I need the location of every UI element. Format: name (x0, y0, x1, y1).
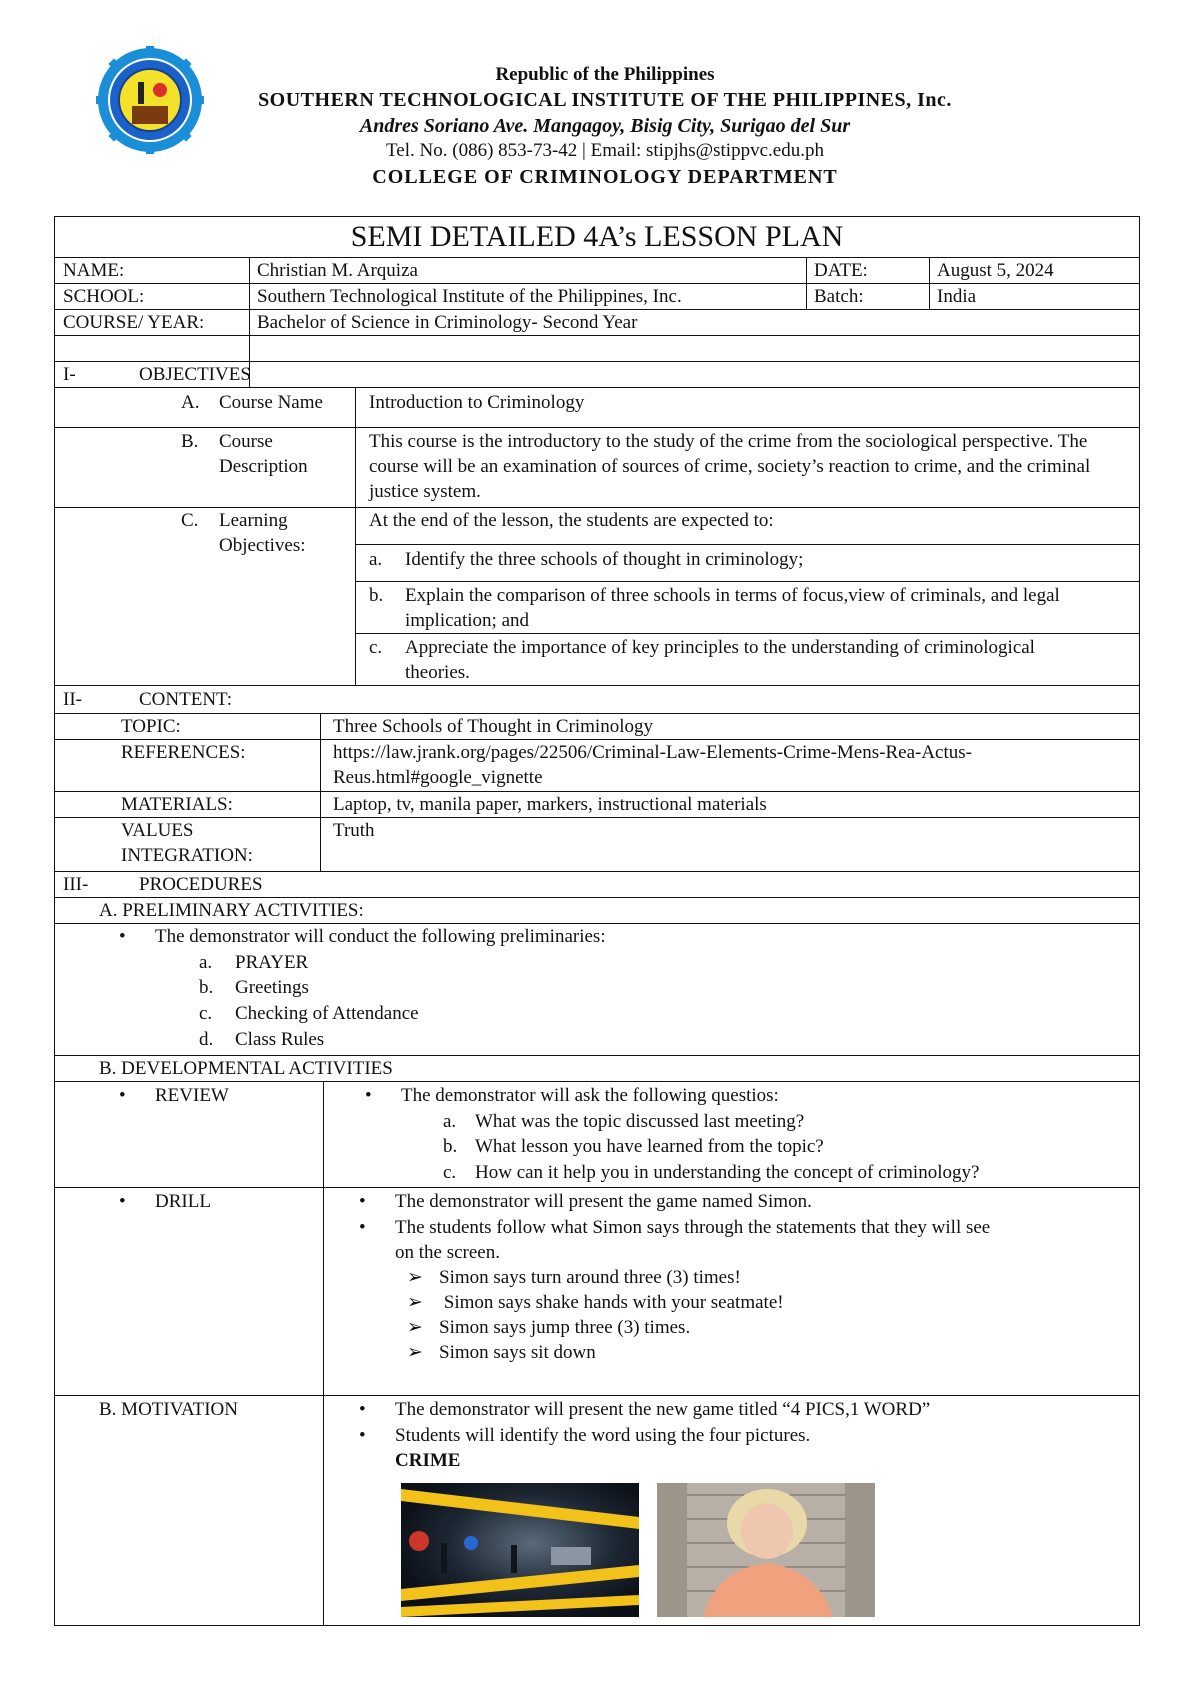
topic-value: Three Schools of Thought in Criminology (333, 716, 653, 737)
course-name-label: Course Name (219, 392, 323, 413)
bullet-icon (119, 1083, 126, 1108)
review-item: What lesson you have learned from the topic? (475, 1136, 824, 1157)
section-number-content: II- (63, 689, 82, 710)
learning-objectives-label-1: Learning (219, 510, 288, 531)
reference-link-continued[interactable]: Reus.html#google_vignette (333, 767, 543, 788)
motivation-step: The demonstrator will present the new game titled “4 PICS,1 WORD” (395, 1399, 931, 1420)
developmental-activities-heading: B. DEVELOPMENTAL ACTIVITIES (99, 1058, 393, 1079)
crime-scene-photo (401, 1483, 639, 1617)
bullet-icon (119, 1189, 126, 1214)
arrow-bullet-icon (407, 1265, 423, 1290)
bullet-icon (359, 1215, 366, 1240)
objective-item: Explain the comparison of three schools in terms of focus,view of criminals, and legal implication; and (405, 585, 1060, 631)
drill-step: The students follow what Simon says through the statements that they will see (395, 1217, 991, 1238)
simon-says-item: Simon says shake hands with your seatmate! (439, 1292, 784, 1313)
values-integration-label-2: INTEGRATION: (121, 845, 253, 866)
preliminary-intro: The demonstrator will conduct the following preliminaries: (155, 926, 606, 947)
course-name-value: Introduction to Criminology (369, 392, 585, 413)
mugshot-photo (657, 1483, 875, 1617)
department-name: COLLEGE OF CRIMINOLOGY DEPARTMENT (372, 166, 838, 188)
learning-objectives-label-2: Objectives: (219, 535, 306, 556)
preliminary-item: PRAYER (235, 952, 309, 973)
objective-b-letter: B. (181, 431, 199, 452)
objective-item: Identify the three schools of thought in criminology; (405, 549, 804, 570)
simon-says-item: Simon says sit down (439, 1342, 596, 1363)
preliminary-item-letter: d. (199, 1029, 214, 1050)
school-address: Andres Soriano Ave. Mangagoy, Bisig City, Surigao del Sur (359, 115, 851, 137)
section-number-procedures: III- (63, 874, 89, 895)
preliminary-item-letter: a. (199, 952, 213, 973)
review-item-letter: b. (443, 1136, 458, 1157)
objective-a-letter: A. (181, 392, 200, 413)
drill-label: DRILL (155, 1191, 211, 1212)
review-item-letter: c. (443, 1162, 457, 1183)
simon-says-item: Simon says jump three (3) times. (439, 1317, 691, 1338)
objective-item: Appreciate the importance of key principles to the understanding of criminological theories. (405, 637, 1035, 683)
values-integration-value: Truth (333, 820, 375, 841)
motivation-label: B. MOTIVATION (99, 1399, 238, 1420)
materials-value: Laptop, tv, manila paper, markers, instructional materials (333, 794, 767, 815)
review-item-letter: a. (443, 1111, 457, 1132)
school-name: SOUTHERN TECHNOLOGICAL INSTITUTE OF THE PHILIPPINES, Inc. (258, 89, 952, 111)
drill-step-continued: on the screen. (395, 1242, 500, 1263)
preliminary-item: Checking of Attendance (235, 1003, 419, 1024)
review-item: How can it help you in understanding the concept of criminology? (475, 1162, 980, 1183)
topic-label: TOPIC: (121, 716, 181, 737)
date-value: August 5, 2024 (937, 260, 1054, 281)
content-heading: CONTENT: (139, 689, 232, 710)
school-label: SCHOOL: (63, 286, 145, 307)
review-label: REVIEW (155, 1085, 229, 1106)
review-item: What was the topic discussed last meeting? (475, 1111, 805, 1132)
objective-item-letter: a. (369, 549, 383, 570)
republic-line: Republic of the Philippines (495, 64, 715, 85)
motivation-step: Students will identify the word using the four pictures. (395, 1425, 811, 1446)
school-contact: Tel. No. (086) 853-73-42 | Email: stipjhs@stippvc.edu.ph (386, 140, 824, 161)
objective-item-letter: b. (369, 585, 384, 606)
arrow-bullet-icon (407, 1315, 423, 1340)
batch-value: India (937, 286, 977, 307)
procedures-heading: PROCEDURES (139, 874, 263, 895)
section-number-objectives: I- (63, 364, 76, 385)
course-description-label-1: Course (219, 431, 273, 452)
lesson-plan-title: SEMI DETAILED 4A’s LESSON PLAN (350, 220, 844, 253)
preliminary-item-letter: c. (199, 1003, 213, 1024)
drill-step: The demonstrator will present the game named Simon. (395, 1191, 812, 1212)
preliminary-item-letter: b. (199, 977, 214, 998)
preliminary-item: Greetings (235, 977, 309, 998)
bullet-icon (119, 924, 126, 949)
course-description-value: This course is the introductory to the study of the crime from the sociological perspective. The course will be an examination of sources of crime, society’s reaction to crime, and the criminal justice system. (369, 431, 1091, 502)
simon-says-item: Simon says turn around three (3) times! (439, 1267, 741, 1288)
course-label: COURSE/ YEAR: (63, 312, 205, 333)
arrow-bullet-icon (407, 1340, 423, 1365)
preliminary-item: Class Rules (235, 1029, 325, 1050)
name-label: NAME: (63, 260, 125, 281)
objective-c-letter: C. (181, 510, 199, 531)
lesson-plan-table (54, 216, 1140, 1626)
learning-objectives-intro: At the end of the lesson, the students are expected to: (369, 510, 774, 531)
objective-item-letter: c. (369, 637, 383, 658)
bullet-icon (365, 1083, 372, 1108)
course-description-label-2: Description (219, 456, 308, 477)
review-intro: The demonstrator will ask the following questios: (401, 1085, 779, 1106)
values-integration-label-1: VALUES (121, 820, 194, 841)
bullet-icon (359, 1397, 366, 1422)
name-value: Christian M. Arquiza (257, 260, 418, 281)
date-label: DATE: (814, 260, 868, 281)
puzzle-answer: CRIME (395, 1450, 461, 1471)
materials-label: MATERIALS: (121, 794, 233, 815)
batch-label: Batch: (814, 286, 864, 307)
bullet-icon (359, 1189, 366, 1214)
arrow-bullet-icon (407, 1290, 423, 1315)
objectives-heading: OBJECTIVES (139, 364, 251, 385)
references-label: REFERENCES: (121, 742, 246, 763)
reference-link[interactable]: https://law.jrank.org/pages/22506/Criminal-Law-Elements-Crime-Mens-Rea-Actus- (333, 742, 972, 763)
school-value: Southern Technological Institute of the Philippines, Inc. (257, 286, 682, 307)
course-value: Bachelor of Science in Criminology- Second Year (257, 312, 638, 333)
bullet-icon (359, 1423, 366, 1448)
preliminary-activities-heading: A. PRELIMINARY ACTIVITIES: (99, 900, 364, 921)
